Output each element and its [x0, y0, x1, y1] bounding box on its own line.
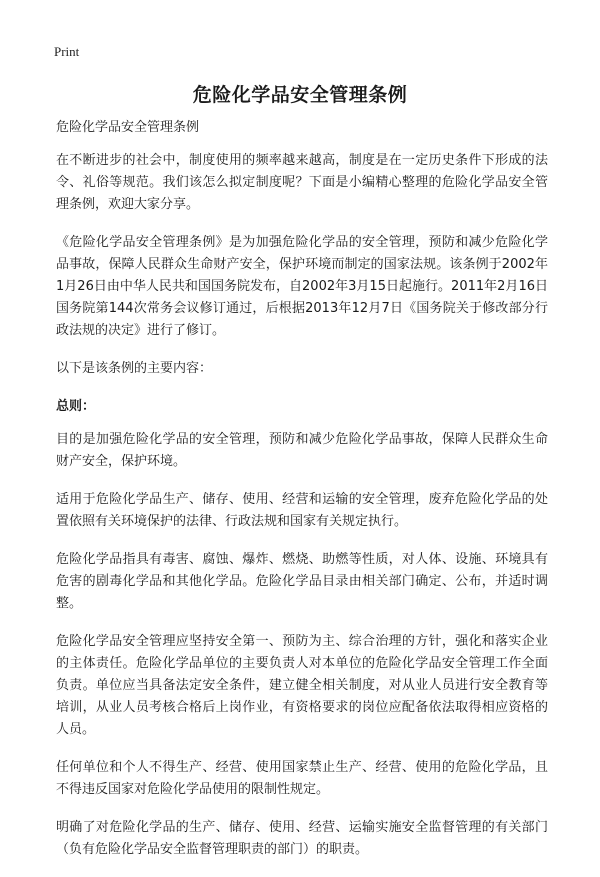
- document-body: [56, 117, 548, 877]
- print-link[interactable]: Print: [54, 44, 80, 59]
- paragraph-prohibition: 任何单位和个人不得生产、经营、使用国家禁止生产、经营、使用的危险化学品，且不得违反国家对危险化学品使用的限制性规定。: [56, 760, 548, 797]
- paragraph-principles: 危险化学品安全管理应坚持安全第一、预防为主、综合治理的方针，强化和落实企业的主体责任。危险化学品单位的主要负责人对本单位的危险化学品安全管理工作全面负责。单位应当具备法定安全条件，建立健全相关制度，对从业人员进行安全教育等培训，从业人员考核合格后上岗作业，有资格要求的岗位应配备依法取得相应资格的人员。: [56, 634, 548, 737]
- paragraph-purpose: 目的是加强危险化学品的安全管理，预防和减少危险化学品事故，保障人民群众生命财产安全，保护环境。: [56, 432, 548, 469]
- paragraph-scope: 适用于危险化学品生产、储存、使用、经营和运输的安全管理，废弃危险化学品的处置依照有关环境保护的法律、行政法规和国家有关规定执行。: [56, 492, 548, 529]
- document-subtitle: 危险化学品安全管理条例: [56, 120, 200, 135]
- section-heading: 总则：: [56, 399, 96, 414]
- intro-paragraph: 在不断进步的社会中，制度使用的频率越来越高，制度是在一定历史条件下形成的法令、礼俗等规范。我们该怎么拟定制度呢？下面是小编精心整理的危险化学品安全管理条例，欢迎大家分享。: [56, 153, 548, 212]
- background-paragraph: 《危险化学品安全管理条例》是为加强危险化学品的安全管理，预防和减少危险化学品事故，保障人民群众生命财产安全，保护环境而制定的国家法规。该条例于2002年1月26日由中华人民共和国国务院发布，自2002年3月15日起施行。2011年2月16日国务院第144次常务会议修订通过，后根据2013年12月7日《国务院关于修改部分行政法规的决定》进行了修订。: [56, 235, 548, 338]
- paragraph-definition: 危险化学品指具有毒害、腐蚀、爆炸、燃烧、助燃等性质，对人体、设施、环境具有危害的剧毒化学品和其他化学品。危险化学品目录由相关部门确定、公布，并适时调整。: [56, 552, 548, 611]
- page-title: 危险化学品安全管理条例: [192, 84, 408, 106]
- paragraph-supervision: 明确了对危险化学品的生产、储存、使用、经营、运输实施安全监督管理的有关部门（负有危险化学品安全监督管理职责的部门）的职责。: [56, 820, 548, 857]
- lead-in-paragraph: 以下是该条例的主要内容：: [56, 361, 213, 376]
